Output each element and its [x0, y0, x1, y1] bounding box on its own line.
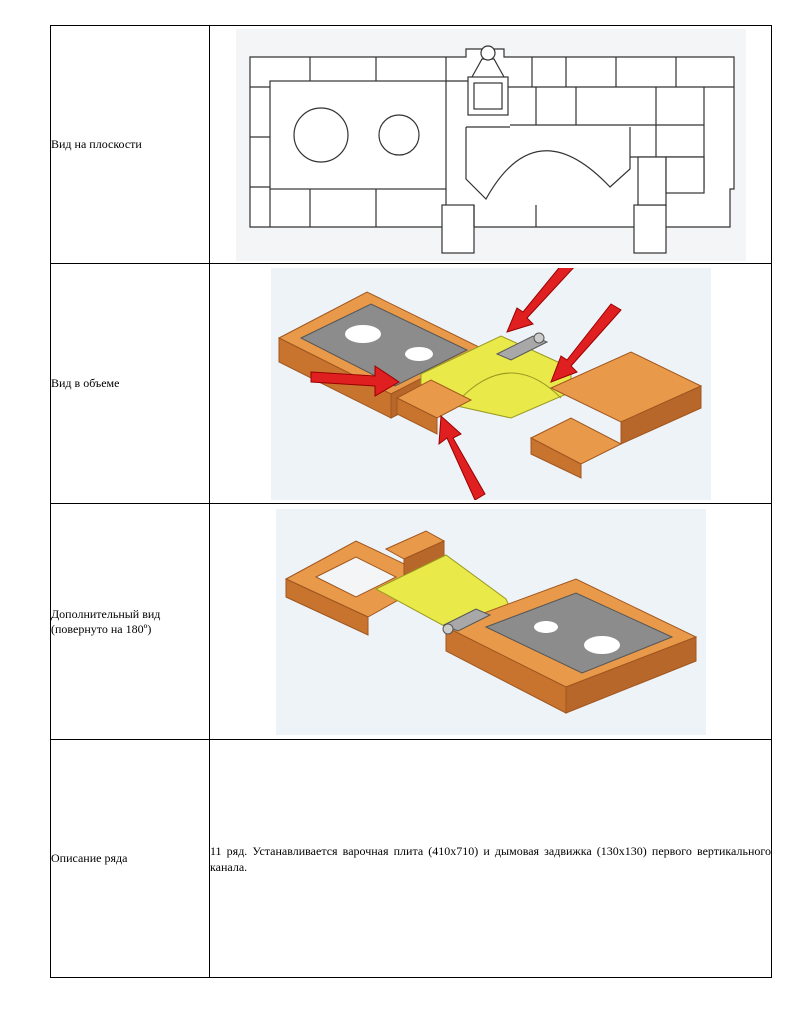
plan-view-label: Вид на плоскости — [51, 26, 210, 264]
description-text: 11 ряд. Устанавливается варочная плита (410x710) и дымовая задвижка (130x130) первого вертикального канала. — [210, 740, 772, 978]
row-plan-view — [51, 26, 772, 264]
volume-drawing — [271, 268, 711, 500]
plan-drawing — [236, 29, 746, 261]
volume-view-figure — [210, 264, 772, 504]
description-label: Описание ряда — [51, 740, 210, 978]
volume-view-label: Вид в объеме — [51, 264, 210, 504]
extra-drawing — [276, 509, 706, 735]
row-volume-view — [51, 264, 772, 504]
extra-view-figure — [210, 504, 772, 740]
plan-view-figure — [210, 26, 772, 264]
row-description — [51, 740, 772, 978]
row-extra-view — [51, 504, 772, 740]
masonry-row-table — [50, 25, 772, 978]
extra-view-label: Дополнительный вид (повернуто на 180º) — [51, 504, 210, 740]
